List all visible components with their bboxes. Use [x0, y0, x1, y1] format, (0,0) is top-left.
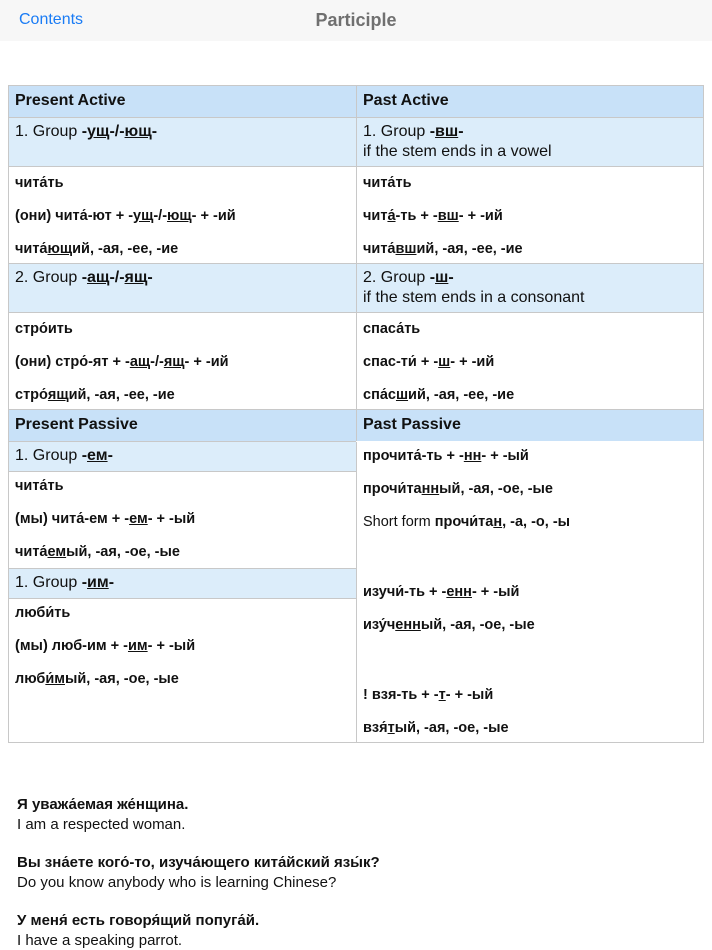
present-passive-group2-examples: [9, 599, 356, 742]
example-sentence-ru: У меня́ есть говоря́щий попуга́й.: [17, 912, 260, 929]
participle-table: [8, 85, 704, 743]
example-sentence-en: Do you know anybody who is learning Chinese?: [17, 874, 337, 891]
header-present-passive: Present Passive: [9, 410, 356, 441]
example-line: (мы) люб-им + -им- + -ый: [15, 638, 196, 654]
example-sentence-en: I am a respected woman.: [17, 816, 186, 833]
example-line: Short form прочи́тан, -а, -о, -ы: [363, 514, 571, 530]
past-passive-examples: [356, 442, 703, 742]
example-line: чита́ть: [15, 175, 64, 191]
example-line: чита́-ть + -вш- + -ий: [363, 208, 503, 224]
example-line: прочита́-ть + -нн- + -ый: [363, 448, 529, 464]
header-present-active: Present Active: [9, 86, 356, 117]
example-line: спаса́ть: [363, 321, 421, 337]
present-active-group2: 2. Group -ащ-/-ящ-: [9, 264, 356, 312]
contents-back-button[interactable]: Contents: [19, 11, 84, 28]
present-passive-group1-examples: [9, 472, 356, 568]
present-passive-group2: 1. Group -им-: [9, 569, 356, 598]
header-past-passive: Past Passive: [356, 410, 703, 441]
example-line: ! взя-ть + -т- + -ый: [363, 687, 494, 703]
example-line: спа́сший, -ая, -ее, -ие: [363, 387, 515, 403]
present-active-group1-examples: [9, 167, 356, 263]
present-active-group1: 1. Group -ущ-/-ющ-: [9, 118, 356, 166]
example-line: люби́ть: [15, 605, 71, 621]
past-active-group1: 1. Group -вш- if the stem ends in a vowel: [356, 118, 703, 166]
present-passive-group1: 1. Group -ем-: [9, 442, 356, 471]
example-line: чита́ющий, -ая, -ее, -ие: [15, 241, 179, 257]
example-line: чита́вший, -ая, -ее, -ие: [363, 241, 523, 257]
example-line: (они) стро́-ят + -ащ-/-ящ- + -ий: [15, 354, 229, 370]
example-line: стро́ить: [15, 321, 73, 337]
past-active-group1-note: if the stem ends in a vowel: [363, 143, 552, 160]
example-line: спас-ти́ + -ш- + -ий: [363, 354, 495, 370]
example-sentence-ru: Я уважа́емая же́нщина.: [17, 796, 189, 813]
navigation-bar: [0, 0, 712, 41]
example-line: взя́тый, -ая, -ое, -ые: [363, 720, 509, 736]
example-line: чита́ть: [363, 175, 412, 191]
example-line: изучи́-ть + -енн- + -ый: [363, 584, 520, 600]
example-line: чита́ть: [15, 478, 64, 494]
present-active-group2-examples: [9, 313, 356, 409]
past-active-group1-examples: [356, 167, 703, 263]
example-line: изу́ченный, -ая, -ое, -ые: [363, 617, 535, 633]
header-past-active: Past Active: [356, 86, 703, 117]
past-active-group2: 2. Group -ш- if the stem ends in a consonant: [356, 264, 703, 312]
example-sentence-ru: Вы зна́ете кого́-то, изуча́ющего кита́йский язы́к?: [17, 854, 380, 871]
example-line: (мы) чита́-ем + -ем- + -ый: [15, 511, 196, 527]
past-active-group2-examples: [356, 313, 703, 409]
example-line: прочи́танный, -ая, -ое, -ые: [363, 481, 553, 497]
past-active-group2-note: if the stem ends in a consonant: [363, 289, 585, 306]
example-line: чита́емый, -ая, -ое, -ые: [15, 544, 180, 560]
example-line: люби́мый, -ая, -ое, -ые: [15, 671, 179, 687]
page-title: Participle: [315, 10, 397, 30]
example-line: (они) чита́-ют + -ущ-/-ющ- + -ий: [15, 208, 236, 224]
example-line: стро́ящий, -ая, -ее, -ие: [15, 387, 175, 403]
example-sentence-en: I have a speaking parrot.: [17, 932, 183, 949]
